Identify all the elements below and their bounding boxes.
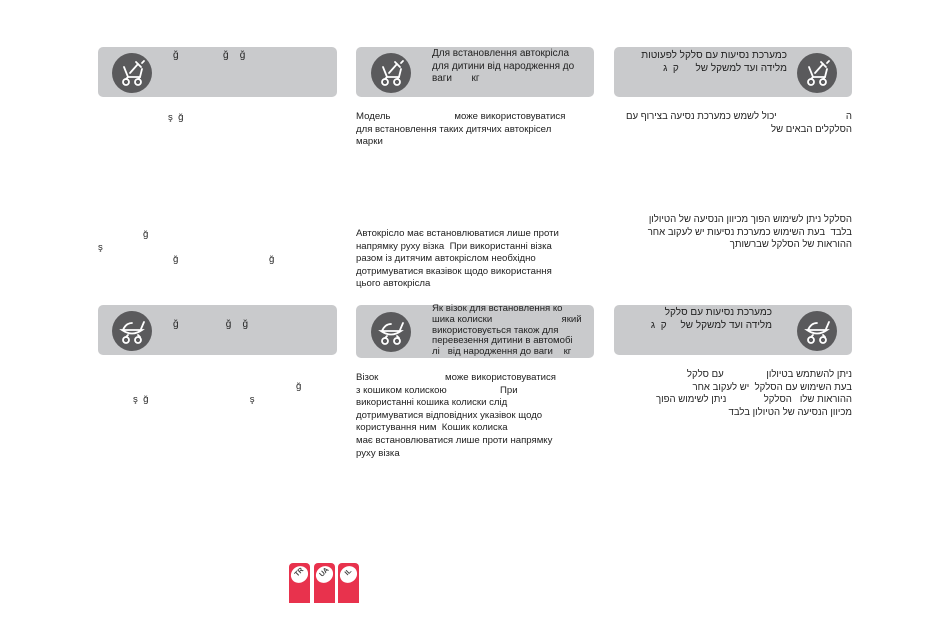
ua-paragraph-3: Візок може використовуватися з кошиком колискою При використанні кошика колиски слід дотримуватися відповідних указівок щодо користування ним Кошик колиска має встановлюватися лише проти напрямку руху візка xyxy=(356,372,556,459)
ua-header-text-2: Як візок для встановлення ко шика колиски який використовується також для перевезення дитини в автомобі лі від народження до ваги кг xyxy=(432,303,582,358)
tab-label-ua: UA xyxy=(318,566,331,579)
il-header-text: כמערכת נסיעות עם סלקל לפעוטות מלידה ועד למשקל של ק ג xyxy=(641,50,787,74)
il-header-text-2: כמערכת נסיעות עם סלקל מלידה ועד למשקל של ק ג xyxy=(650,307,772,331)
carrycot-stroller-icon xyxy=(112,311,152,351)
car-seat-stroller-icon xyxy=(112,53,152,93)
car-seat-stroller-icon xyxy=(797,53,837,93)
tr-header-text: ğ ğ ğ xyxy=(173,50,246,61)
language-tab-tr[interactable] xyxy=(289,563,310,603)
ua-header-box xyxy=(356,47,594,97)
il-paragraph-3: ניתן להשתמש בטיולון עם סלקל בעת השימוש עם הסלקל יש לעקוב אחר ההוראות שלו הסלקל ניתן לשימוש הפוך מכיוון הנסיעה של הטיולון בלבד xyxy=(656,369,852,418)
tr-header-box-2 xyxy=(98,305,337,355)
tab-label-il: IL xyxy=(343,567,354,578)
ua-header-box-2 xyxy=(356,305,594,358)
ua-paragraph-2: Автокрісло має встановлюватися лише проти напрямку руху візка При використанні візка разом із дитячим автокріслом необхідно дотримуватися вказівок щодо використання цього автокрісла xyxy=(356,228,559,290)
il-header-box xyxy=(614,47,852,97)
language-tab-ua[interactable] xyxy=(314,563,335,603)
car-seat-stroller-icon xyxy=(371,53,411,93)
ua-paragraph-1: Модель може використовуватися для встановлення таких дитячих автокрісел марки xyxy=(356,111,566,148)
tr-paragraph-3: ğ ş ğ ş xyxy=(133,381,302,405)
il-header-box-2 xyxy=(614,305,852,355)
il-paragraph-1: ה יכול לשמש כמערכת נסיעה בצירוף עם הסלקלים הבאים של xyxy=(625,111,852,135)
language-tab-il[interactable] xyxy=(338,563,359,603)
ua-header-text: Для встановлення автокрісла для дитини від народження до ваги кг xyxy=(432,48,575,84)
carrycot-stroller-icon xyxy=(797,311,837,351)
tr-paragraph-2: ğ ş ğ ğ xyxy=(98,229,275,266)
tab-label-tr: TR xyxy=(293,566,306,579)
il-paragraph-2: הסלקל ניתן לשימוש הפוך מכיוון הנסיעה של הטיולון בלבד בעת השימוש כמערכת נסיעות יש לעקוב אחר ההוראות של הסלקל שברשותך xyxy=(647,214,852,251)
tr-header-box xyxy=(98,47,337,97)
carrycot-stroller-icon xyxy=(371,312,411,352)
tr-header-text-2: ğ ğ ğ xyxy=(173,319,249,330)
tr-paragraph-1: ş ğ xyxy=(168,112,184,123)
